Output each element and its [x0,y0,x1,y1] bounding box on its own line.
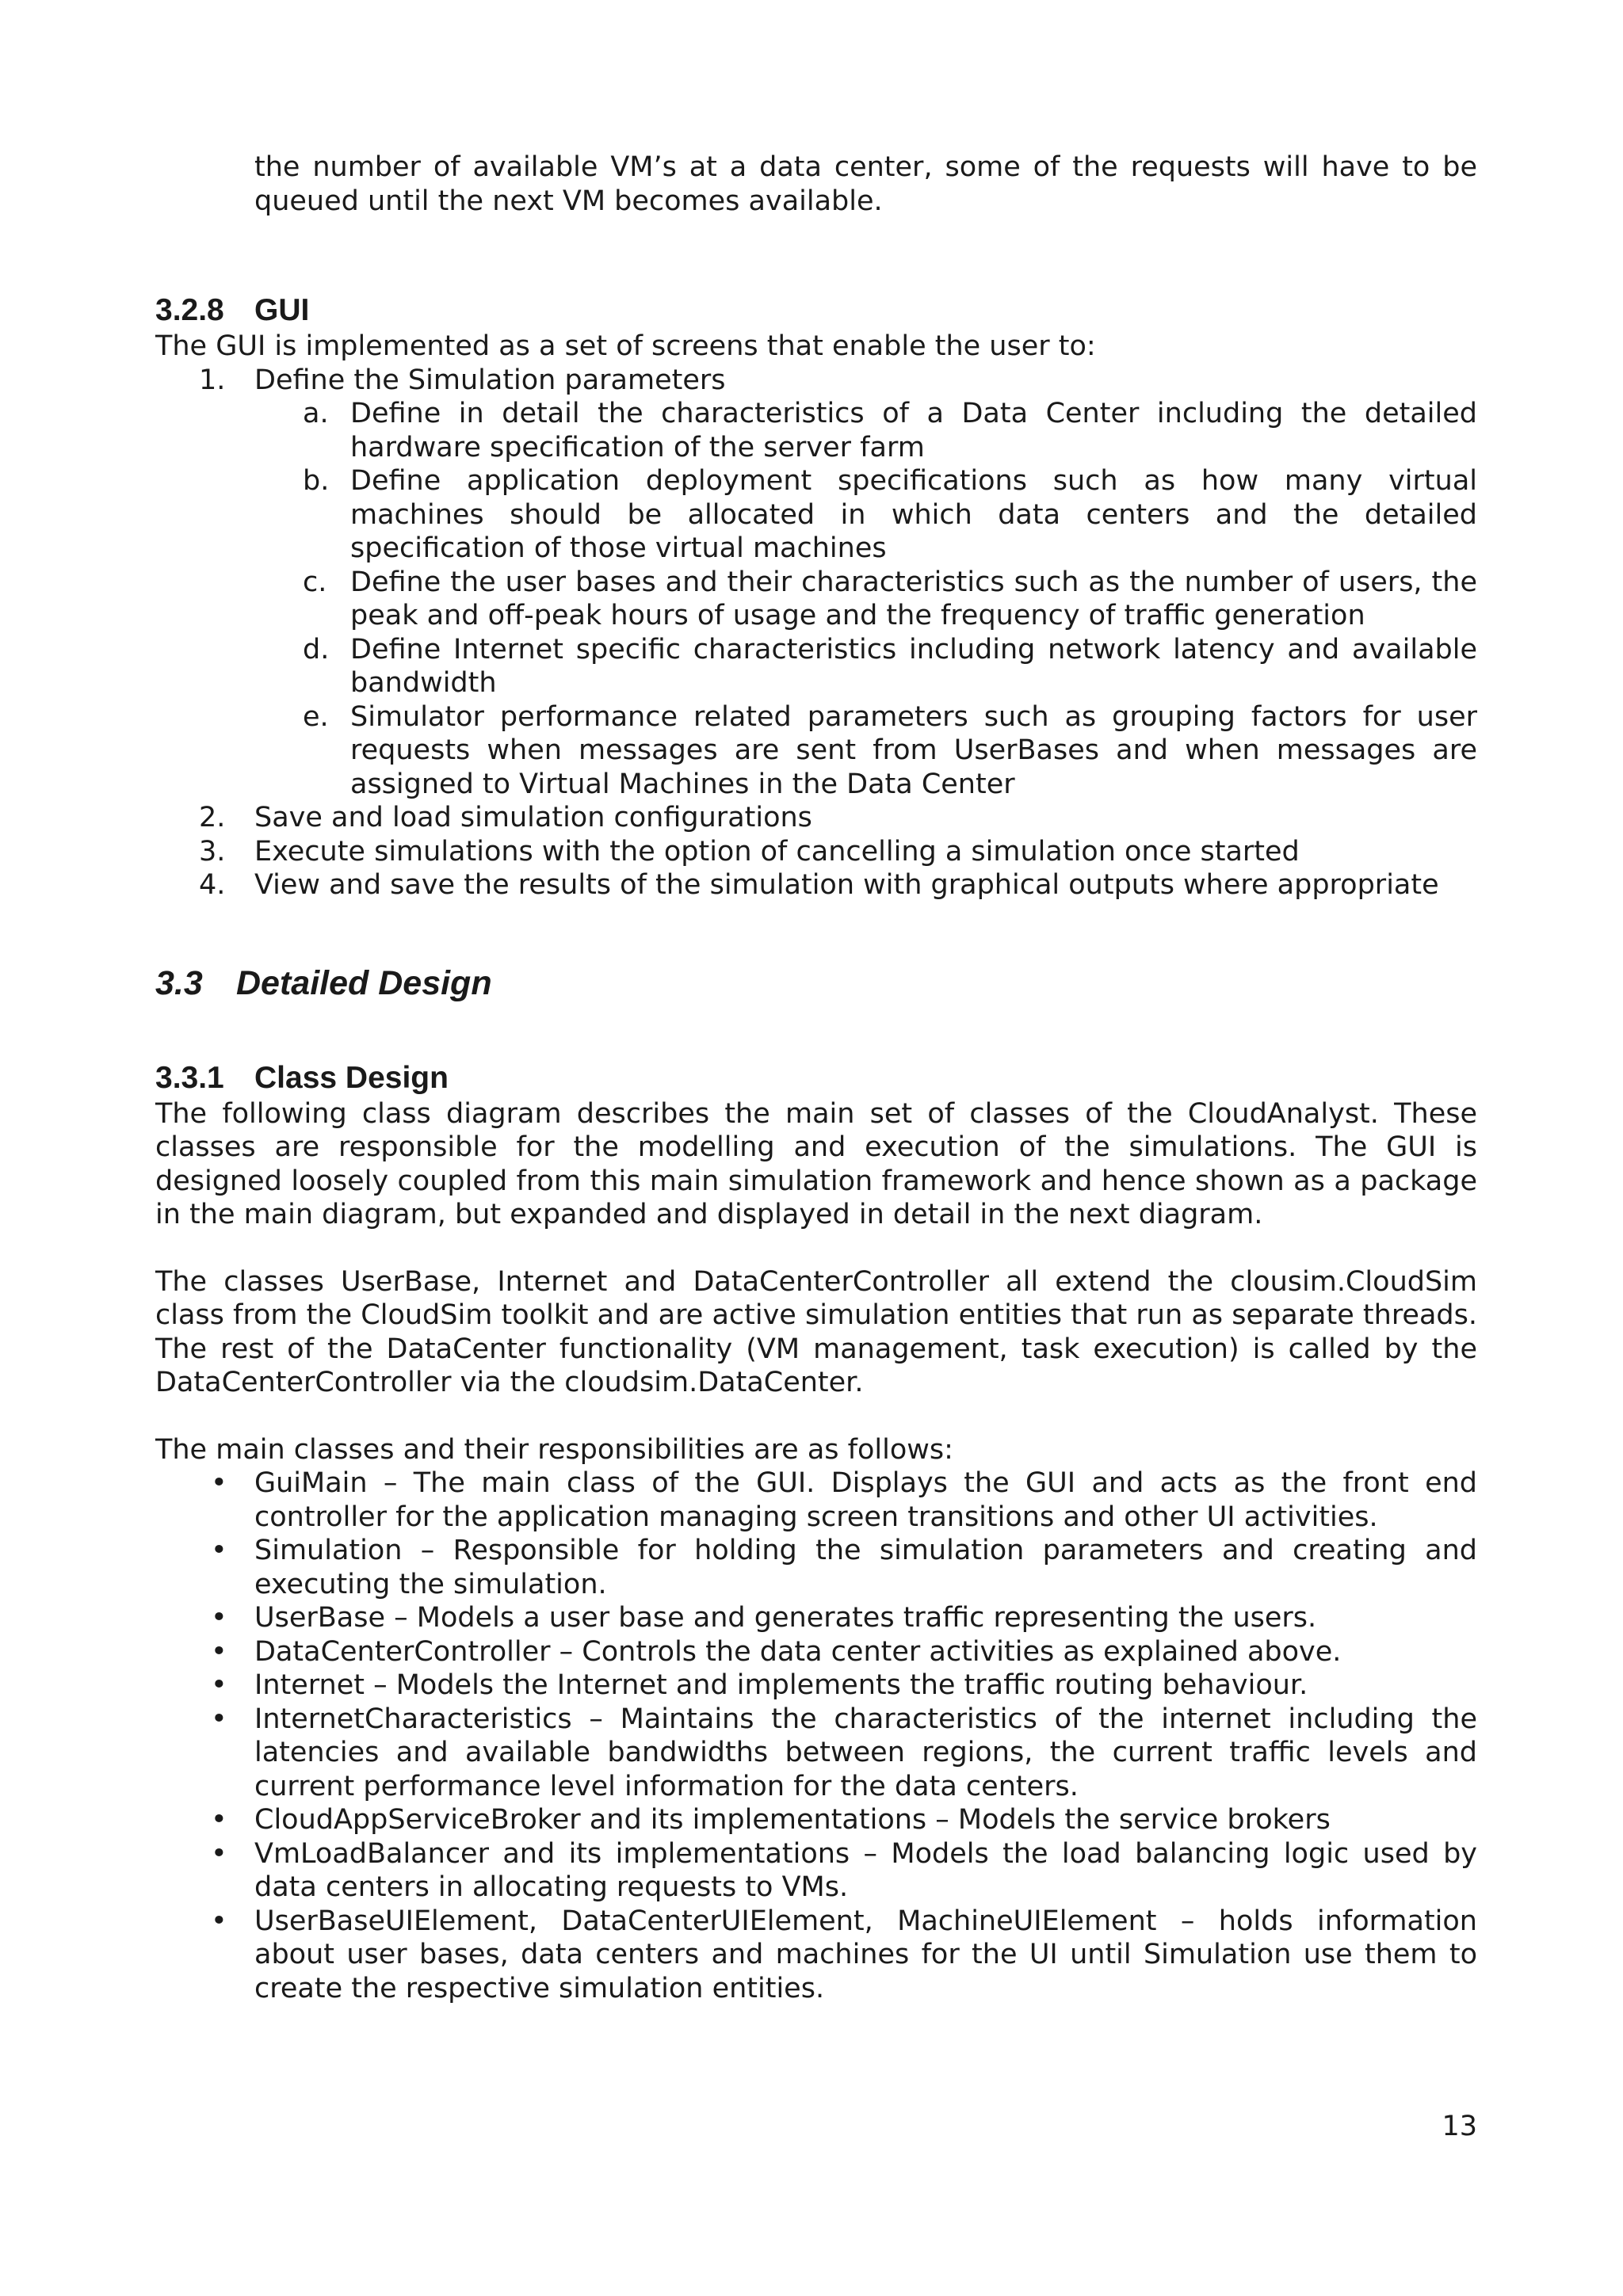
bullet-marker: • [211,1837,227,1870]
sub-list-marker: d. [303,633,330,666]
sub-list-marker: a. [303,398,329,429]
bullet-text: InternetCharacteristics – Maintains the characteristics of the internet including the latencies and available bandwidths between regions, the current traffic levels and current performance level information for the data centers. [254,1703,1477,1802]
bullet-item [155,1703,1477,1804]
page-number: 13 [1442,2111,1477,2142]
sub-list-marker: b. [303,465,330,497]
sub-list-item [303,464,1477,566]
sub-list-item-text: Define in detail the characteristics of a Data Center including the detailed hardware specification of the server farm [350,398,1477,463]
list-item-text: Define the Simulation parameters [254,364,726,396]
gui-heading-number: 3.2.8 [155,293,224,327]
bullet-text: DataCenterController – Controls the data center activities as explained above. [254,1635,1342,1668]
bullet-item [155,1466,1477,1534]
sub-list-item-text: Simulator performance related parameters such as grouping factors for user requests when messages are sent from UserBases and when messages are assigned to Virtual Machines in the Data Center [350,700,1477,800]
bullet-item [155,1534,1477,1601]
list-item [199,868,1477,902]
bullet-marker: • [211,1804,227,1836]
sub-list-marker: e. [303,700,329,733]
gui-heading [155,292,1477,330]
bullet-item [155,1803,1477,1837]
list-item-text: View and save the results of the simulation with graphical outputs where appropriate [254,869,1439,901]
list-item [199,835,1477,869]
bullet-text: UserBaseUIElement, DataCenterUIElement, MachineUIElement – holds information about user bases, data centers and machines for the UI until Simulation use them to create the respective simulation entities. [254,1905,1477,2004]
bullet-text: Internet – Models the Internet and implements the traffic routing behaviour. [254,1669,1308,1701]
class-design-paragraph-2: The classes UserBase, Internet and DataCenterController all extend the clousim.CloudSim class from the CloudSim toolkit and are active simulation entities that run as separate threads. The rest of the DataCenter functionality (VM management, task execution) is called by the DataCenterController via the cloudsim.DataCenter. [155,1265,1477,1398]
bullet-marker: • [211,1467,227,1499]
bullet-item [155,1905,1477,2006]
list-marker: 1. [199,364,226,396]
detailed-design-title: Detailed Design [236,963,492,1002]
bullet-marker: • [211,1703,227,1735]
document-page [155,151,1477,2005]
list-marker: 4. [199,869,226,901]
class-design-number: 3.3.1 [155,1060,224,1095]
bullet-text: Simulation – Responsible for holding the simulation parameters and creating and executing the simulation. [254,1535,1477,1600]
bullet-marker: • [211,1635,227,1668]
bullet-marker: • [211,1602,227,1634]
bullet-text: GuiMain – The main class of the GUI. Displays the GUI and acts as the front end controller for the application managing screen transitions and other UI activities. [254,1467,1477,1533]
class-design-paragraph-1: The following class diagram describes the main set of classes of the CloudAnalyst. These classes are responsible for the modelling and execution of the simulations. The GUI is designed loosely coupled from this main simulation framework and hence shown as a package in the main diagram, but expanded and displayed in detail in the next diagram. [155,1097,1477,1230]
sub-list-item [303,397,1477,464]
sub-list-marker: c. [303,566,327,598]
gui-heading-title: GUI [254,293,310,327]
class-design-paragraph-3: The main classes and their responsibilities are as follows: [155,1433,953,1466]
bullet-text: UserBase – Models a user base and generates traffic representing the users. [254,1602,1317,1634]
class-design-title: Class Design [254,1060,449,1095]
list-item-text: Save and load simulation configurations [254,802,812,833]
list-item [199,801,1477,835]
bullet-text: VmLoadBalancer and its implementations – Models the load balancing logic used by data centers in allocating requests to VMs. [254,1837,1477,1903]
bullet-marker: • [211,1535,227,1566]
detailed-design-heading [155,963,1477,1004]
list-marker: 2. [199,802,226,833]
bullet-item [155,1837,1477,1905]
detailed-design-number: 3.3 [155,963,203,1002]
gui-intro: The GUI is implemented as a set of screens that enable the user to: [155,330,1096,362]
sub-list-item-text: Define application deployment specifications such as how many virtual machines should be allocated in which data centers and the detailed specification of those virtual machines [350,465,1477,564]
list-item-text: Execute simulations with the option of cancelling a simulation once started [254,835,1300,868]
sub-list-item [303,633,1477,700]
list-item [199,364,1477,398]
sub-list-item-text: Define the user bases and their characteristics such as the number of users, the peak and off-peak hours of usage and the frequency of traffic generation [350,566,1477,631]
bullet-item [155,1669,1477,1703]
sub-list-item-text: Define Internet specific characteristics including network latency and available bandwidth [350,633,1477,699]
list-marker: 3. [199,835,226,868]
bullet-item [155,1635,1477,1669]
bullet-marker: • [211,1905,227,1937]
bullet-marker: • [211,1669,227,1701]
sub-list-item [303,700,1477,802]
intro-paragraph: the number of available VM’s at a data center, some of the requests will have to be queued until the next VM becomes available. [254,151,1477,217]
class-design-heading [155,1059,1477,1097]
bullet-text: CloudAppServiceBroker and its implementations – Models the service brokers [254,1804,1331,1836]
bullet-item [155,1601,1477,1635]
sub-list-item [303,566,1477,633]
